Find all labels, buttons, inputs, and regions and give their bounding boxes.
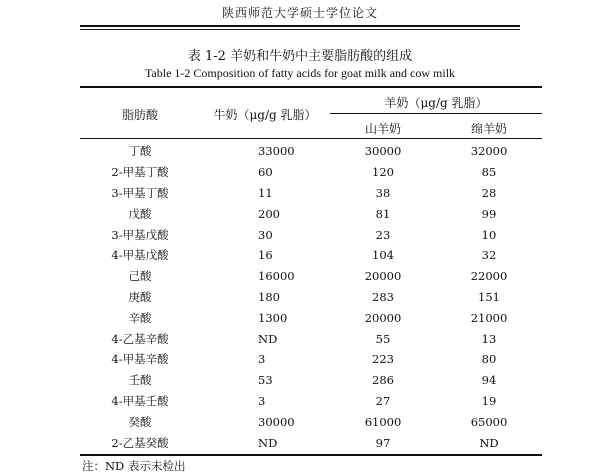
cell-goat-milk: 286 xyxy=(372,373,394,388)
table-row xyxy=(80,391,542,412)
cell-goat-milk: 104 xyxy=(372,248,394,263)
cell-fatty-acid: 癸酸 xyxy=(128,414,152,429)
cell-fatty-acid: 4-甲基戊酸 xyxy=(111,248,169,263)
cell-fatty-acid: 4-甲基辛酸 xyxy=(111,352,169,367)
header-cow-milk: 牛奶（μg/g 乳脂） xyxy=(213,108,317,122)
table-sub-header-rule xyxy=(330,113,542,114)
cell-cow-milk: 30 xyxy=(258,227,273,242)
cell-goat-milk: 283 xyxy=(372,289,394,304)
cell-fatty-acid: 4-甲基壬酸 xyxy=(111,393,169,408)
cell-cow-milk: 60 xyxy=(258,165,273,180)
cell-goat-milk: 223 xyxy=(372,352,394,367)
cell-cow-milk: 53 xyxy=(258,373,273,388)
table-row xyxy=(80,370,542,391)
cell-cow-milk: 16 xyxy=(258,248,273,263)
table-caption-english: Table 1-2 Composition of fatty acids for goat milk and cow milk xyxy=(144,66,456,80)
cell-goat-milk: 30000 xyxy=(364,144,402,159)
table-header-rule xyxy=(80,138,542,139)
table-row xyxy=(80,224,542,245)
cell-sheep-milk: 151 xyxy=(478,289,500,304)
table-row xyxy=(80,141,542,162)
cell-fatty-acid: 壬酸 xyxy=(128,373,152,388)
cell-fatty-acid: 4-乙基辛酸 xyxy=(111,331,169,346)
cell-goat-milk: 55 xyxy=(375,331,391,346)
cell-cow-milk: ND xyxy=(258,435,278,450)
running-header-title: 陕西师范大学硕士学位论文 xyxy=(221,6,378,20)
cell-goat-milk: 38 xyxy=(375,185,391,200)
header-goat-milk: 羊奶（μg/g 乳脂） xyxy=(384,96,488,110)
cell-goat-milk: 97 xyxy=(375,435,391,450)
cell-sheep-milk: 32000 xyxy=(470,144,508,159)
cell-cow-milk: 16000 xyxy=(258,269,295,284)
cell-fatty-acid: 2-乙基癸酸 xyxy=(111,435,169,450)
cell-sheep-milk: 94 xyxy=(481,373,497,388)
cell-sheep-milk: ND xyxy=(479,435,499,450)
table-row xyxy=(80,328,542,349)
cell-cow-milk: ND xyxy=(258,331,278,346)
table-row xyxy=(80,307,542,328)
table-row xyxy=(80,183,542,204)
cell-goat-milk: 120 xyxy=(372,165,394,180)
cell-goat-milk: 27 xyxy=(375,393,391,408)
cell-sheep-milk: 21000 xyxy=(470,310,508,325)
cell-sheep-milk: 13 xyxy=(481,331,497,346)
cell-fatty-acid: 3-甲基丁酸 xyxy=(111,185,169,200)
table-footnote: 注：ND 表示未检出 xyxy=(82,459,186,473)
cell-cow-milk: 3 xyxy=(258,352,266,367)
cell-fatty-acid: 己酸 xyxy=(128,269,152,284)
table-row xyxy=(80,432,542,453)
cell-sheep-milk: 99 xyxy=(481,206,497,221)
cell-cow-milk: 3 xyxy=(258,393,266,408)
cell-cow-milk: 30000 xyxy=(258,414,295,429)
table-body xyxy=(80,141,542,453)
cell-goat-milk: 20000 xyxy=(364,310,402,325)
table-bottom-rule xyxy=(80,454,542,456)
cell-cow-milk: 200 xyxy=(258,206,280,221)
cell-cow-milk: 33000 xyxy=(258,144,295,159)
table-row xyxy=(80,266,542,287)
table-row xyxy=(80,411,542,432)
cell-cow-milk: 1300 xyxy=(258,310,288,325)
cell-sheep-milk: 85 xyxy=(481,165,497,180)
cell-fatty-acid: 辛酸 xyxy=(128,310,152,325)
cell-fatty-acid: 戊酸 xyxy=(128,206,152,221)
cell-sheep-milk: 32 xyxy=(481,248,497,263)
cell-goat-milk: 81 xyxy=(375,206,391,221)
cell-sheep-milk: 22000 xyxy=(470,269,508,284)
table-row xyxy=(80,349,542,370)
cell-sheep-milk: 19 xyxy=(481,393,497,408)
header-goat-sheep: 绵羊奶 xyxy=(470,122,507,136)
cell-cow-milk: 11 xyxy=(258,185,273,200)
header-rule-thin xyxy=(80,29,520,30)
cell-sheep-milk: 28 xyxy=(481,185,497,200)
cell-fatty-acid: 丁酸 xyxy=(128,144,152,159)
table-row xyxy=(80,287,542,308)
table-caption-chinese: 表 1-2 羊奶和牛奶中主要脂肪酸的组成 xyxy=(187,49,413,64)
cell-goat-milk: 61000 xyxy=(364,414,402,429)
cell-sheep-milk: 10 xyxy=(481,227,497,242)
header-rule-thick xyxy=(80,25,520,27)
cell-fatty-acid: 3-甲基戊酸 xyxy=(111,227,169,242)
header-fatty-acid: 脂肪酸 xyxy=(121,108,158,122)
table-top-rule xyxy=(80,86,542,88)
cell-sheep-milk: 80 xyxy=(481,352,497,367)
cell-goat-milk: 23 xyxy=(375,227,391,242)
cell-fatty-acid: 2-甲基丁酸 xyxy=(111,165,169,180)
cell-cow-milk: 180 xyxy=(258,289,280,304)
cell-goat-milk: 20000 xyxy=(364,269,402,284)
cell-sheep-milk: 65000 xyxy=(470,414,508,429)
table-row xyxy=(80,162,542,183)
header-goat-mountain: 山羊奶 xyxy=(364,122,401,136)
table-row xyxy=(80,245,542,266)
cell-fatty-acid: 庚酸 xyxy=(128,289,152,304)
table-row xyxy=(80,203,542,224)
